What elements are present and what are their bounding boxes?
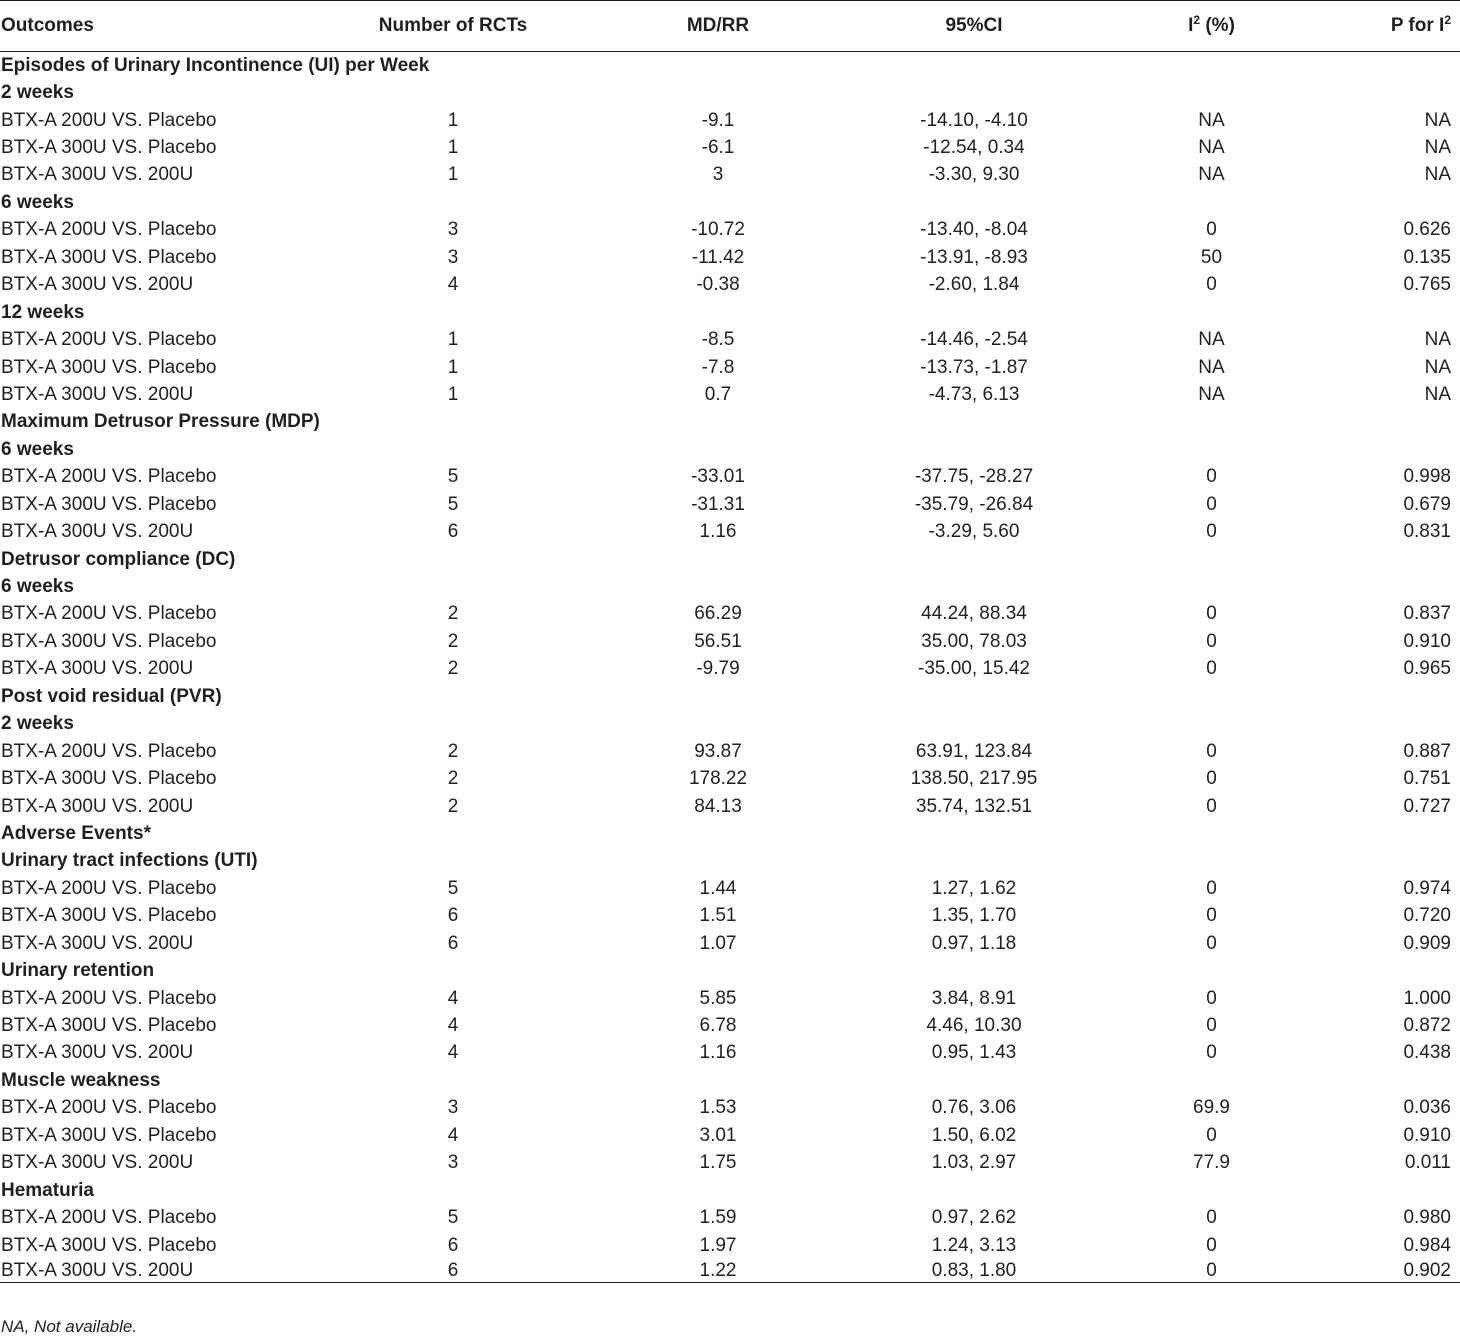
cell-95-ci: -37.75, -28.27 (914, 466, 1034, 488)
table-row (0, 902, 1460, 929)
cell-number-of-rcts: 1 (447, 356, 459, 378)
cell-number-of-rcts: 4 (447, 274, 459, 296)
cell-i2: 77.9 (1193, 1152, 1230, 1174)
cell-comparison: BTX-A 300U VS. Placebo (1, 137, 217, 159)
cell-p-for-i2: 0.837 (1403, 603, 1451, 625)
cell-comparison: BTX-A 300U VS. 200U (1, 1152, 194, 1174)
table-row (0, 353, 1460, 380)
cell-95-ci: 4.46, 10.30 (926, 1015, 1022, 1037)
cell-number-of-rcts: 3 (447, 1097, 459, 1119)
timepoint-subsection-row (0, 436, 1460, 463)
cell-comparison: BTX-A 300U VS. Placebo (1, 905, 217, 927)
cell-i2: 0 (1206, 658, 1217, 680)
cell-md-rr: 66.29 (694, 603, 742, 625)
cell-md-rr: -7.8 (701, 356, 735, 378)
cell-i2: 0 (1206, 1207, 1217, 1229)
cell-comparison: BTX-A 300U VS. 200U (1, 658, 194, 680)
cell-i2: 0 (1206, 1042, 1217, 1064)
cell-95-ci: 1.03, 2.97 (931, 1152, 1017, 1174)
cell-number-of-rcts: 2 (447, 658, 459, 680)
cell-md-rr: -11.42 (691, 246, 745, 268)
cell-i2: NA (1198, 164, 1225, 186)
cell-95-ci: -35.00, 15.42 (918, 658, 1030, 680)
cell-number-of-rcts: 6 (447, 905, 459, 927)
cell-p-for-i2: 0.438 (1403, 1042, 1451, 1064)
subsection-label: Hematuria (1, 1179, 94, 1201)
cell-md-rr: -9.1 (701, 109, 735, 131)
cell-comparison: BTX-A 300U VS. Placebo (1, 493, 217, 515)
cell-comparison: BTX-A 300U VS. Placebo (1, 1124, 217, 1146)
cell-comparison: BTX-A 200U VS. Placebo (1, 466, 217, 488)
cell-md-rr: 56.51 (694, 630, 742, 652)
cell-i2: NA (1198, 137, 1225, 159)
cell-md-rr: 0.7 (704, 383, 732, 405)
cell-comparison: BTX-A 300U VS. 200U (1, 1042, 194, 1064)
table-row (0, 518, 1460, 545)
cell-95-ci: 35.00, 78.03 (921, 630, 1027, 652)
cell-comparison: BTX-A 200U VS. Placebo (1, 603, 217, 625)
table-body (0, 52, 1460, 1283)
table-footnote: NA, Not available. (1, 1317, 138, 1336)
cell-p-for-i2: 0.887 (1403, 740, 1451, 762)
table-row (0, 765, 1460, 792)
cell-95-ci: 0.97, 1.18 (931, 932, 1017, 954)
cell-md-rr: 1.22 (571, 1259, 865, 1283)
cell-i2: 0 (1206, 905, 1217, 927)
cell-md-rr: 1.44 (699, 877, 737, 899)
cell-i2: NA (1198, 109, 1225, 131)
cell-md-rr: 1.51 (699, 905, 737, 927)
header-i2-unit: (%) (1200, 15, 1235, 36)
timepoint-subsection-row (0, 710, 1460, 737)
header-p-for-i2 (1340, 1, 1460, 52)
cell-number-of-rcts: 6 (447, 1234, 459, 1256)
cell-number-of-rcts: 6 (447, 521, 459, 543)
cell-number-of-rcts: 3 (447, 219, 459, 241)
table-row (0, 244, 1460, 271)
cell-number-of-rcts: 2 (447, 630, 459, 652)
cell-p-for-i2: NA (1424, 329, 1451, 351)
cell-i2: 0 (1206, 521, 1217, 543)
cell-95-ci: 0.97, 2.62 (931, 1207, 1017, 1229)
cell-p-for-i2: 0.909 (1403, 932, 1451, 954)
cell-i2: 0 (1206, 877, 1217, 899)
table-row (0, 216, 1460, 243)
cell-p-for-i2: 0.765 (1403, 274, 1451, 296)
cell-95-ci: -4.73, 6.13 (928, 383, 1020, 405)
table-row (0, 1094, 1460, 1121)
cell-p-for-i2: NA (1424, 109, 1451, 131)
cell-number-of-rcts: 5 (447, 1207, 459, 1229)
table-header (0, 1, 1460, 52)
cell-p-for-i2: 0.872 (1403, 1015, 1451, 1037)
section-label: Episodes of Urinary Incontinence (UI) per Week (1, 54, 430, 76)
cell-95-ci: 138.50, 217.95 (910, 768, 1038, 790)
cell-md-rr: 1.53 (699, 1097, 737, 1119)
table-row (0, 1259, 1460, 1283)
cell-p-for-i2: NA (1424, 356, 1451, 378)
cell-95-ci: -14.46, -2.54 (920, 329, 1028, 351)
cell-p-for-i2: 0.974 (1403, 877, 1451, 899)
table-row (0, 463, 1460, 490)
cell-i2: 0 (1206, 1234, 1217, 1256)
cell-95-ci: -14.10, -4.10 (920, 109, 1028, 131)
cell-i2: NA (1198, 356, 1225, 378)
subsection-label: Muscle weakness (1, 1069, 161, 1091)
cell-number-of-rcts: 1 (447, 109, 459, 131)
cell-comparison: BTX-A 300U VS. 200U (1, 164, 194, 186)
cell-md-rr: -31.31 (691, 493, 745, 515)
table-row (0, 106, 1460, 133)
header-p-base: P for I (1390, 15, 1445, 36)
cell-p-for-i2: NA (1424, 164, 1451, 186)
table-row (0, 792, 1460, 819)
outcome-section-row (0, 545, 1460, 572)
table-row (0, 1122, 1460, 1149)
cell-number-of-rcts: 1 (447, 137, 459, 159)
header-i2-percent (1083, 1, 1340, 52)
timepoint-subsection-row (0, 573, 1460, 600)
cell-comparison: BTX-A 200U VS. Placebo (1, 1097, 217, 1119)
cell-md-rr: 3 (712, 164, 724, 186)
table-row (0, 1204, 1460, 1231)
cell-95-ci: -13.91, -8.93 (920, 246, 1028, 268)
cell-number-of-rcts: 5 (447, 493, 459, 515)
table-row (0, 875, 1460, 902)
header-row (0, 1, 1460, 52)
section-label: Maximum Detrusor Pressure (MDP) (1, 411, 320, 433)
cell-p-for-i2: 0.727 (1403, 795, 1451, 817)
subsection-label: 2 weeks (1, 713, 74, 735)
subsection-label: 12 weeks (1, 301, 85, 323)
cell-comparison: BTX-A 300U VS. Placebo (1, 768, 217, 790)
cell-comparison: BTX-A 300U VS. 200U (0, 1259, 335, 1283)
table-row (0, 161, 1460, 188)
header-number-of-rcts: Number of RCTs (335, 1, 571, 52)
cell-i2: 0 (1206, 740, 1217, 762)
cell-95-ci: 35.74, 132.51 (915, 795, 1033, 817)
cell-i2: 50 (1200, 246, 1223, 268)
cell-md-rr: 6.78 (699, 1015, 737, 1037)
subsection-label: Urinary retention (1, 960, 155, 982)
cell-95-ci: 63.91, 123.84 (915, 740, 1033, 762)
cell-p-for-i2: 0.751 (1403, 768, 1451, 790)
cell-md-rr: 5.85 (699, 987, 737, 1009)
table-row (0, 1231, 1460, 1258)
cell-i2: 0 (1206, 274, 1217, 296)
cell-comparison: BTX-A 300U VS. 200U (1, 932, 194, 954)
timepoint-subsection-row (0, 79, 1460, 106)
header-md-rr: MD/RR (571, 1, 865, 52)
cell-comparison: BTX-A 300U VS. Placebo (1, 246, 217, 268)
cell-i2: 0 (1083, 1259, 1340, 1283)
cell-95-ci: 0.83, 1.80 (865, 1259, 1083, 1283)
table-row (0, 984, 1460, 1011)
cell-number-of-rcts: 1 (447, 164, 459, 186)
cell-i2: 0 (1206, 1124, 1217, 1146)
header-outcomes: Outcomes (0, 1, 335, 52)
cell-i2: 0 (1206, 603, 1217, 625)
table-row (0, 930, 1460, 957)
cell-p-for-i2: 0.984 (1403, 1234, 1451, 1256)
cell-comparison: BTX-A 300U VS. 200U (1, 274, 194, 296)
cell-95-ci: 1.24, 3.13 (931, 1234, 1017, 1256)
cell-p-for-i2: 0.036 (1403, 1097, 1451, 1119)
cell-i2: 0 (1206, 630, 1217, 652)
cell-p-for-i2: NA (1424, 137, 1451, 159)
cell-95-ci: -3.29, 5.60 (928, 521, 1020, 543)
cell-i2: 0 (1206, 987, 1217, 1009)
section-label: Post void residual (PVR) (1, 685, 222, 707)
cell-number-of-rcts: 4 (447, 1042, 459, 1064)
cell-md-rr: -0.38 (696, 274, 740, 296)
cell-p-for-i2: 0.011 (1404, 1152, 1451, 1174)
cell-i2: 0 (1206, 493, 1217, 515)
subsection-label: 6 weeks (1, 191, 74, 213)
cell-95-ci: 0.76, 3.06 (931, 1097, 1017, 1119)
cell-95-ci: 44.24, 88.34 (921, 603, 1027, 625)
cell-p-for-i2: 1.000 (1403, 987, 1451, 1009)
cell-p-for-i2: 0.902 (1340, 1259, 1460, 1283)
cell-md-rr: -33.01 (691, 466, 745, 488)
table-row (0, 381, 1460, 408)
cell-p-for-i2: NA (1424, 383, 1451, 405)
cell-md-rr: -6.1 (701, 137, 735, 159)
timepoint-subsection-row (0, 189, 1460, 216)
cell-p-for-i2: 0.910 (1403, 630, 1451, 652)
outcome-section-row (0, 52, 1460, 79)
cell-95-ci: -13.73, -1.87 (920, 356, 1028, 378)
cell-p-for-i2: 0.965 (1403, 658, 1451, 680)
cell-95-ci: -12.54, 0.34 (923, 137, 1025, 159)
cell-i2: 0 (1206, 932, 1217, 954)
cell-95-ci: -3.30, 9.30 (928, 164, 1020, 186)
cell-md-rr: 1.97 (699, 1234, 737, 1256)
cell-comparison: BTX-A 300U VS. Placebo (1, 1015, 217, 1037)
cell-md-rr: -8.5 (701, 329, 735, 351)
cell-number-of-rcts: 2 (447, 603, 459, 625)
cell-md-rr: 1.59 (699, 1207, 737, 1229)
cell-i2: 0 (1206, 768, 1217, 790)
cell-comparison: BTX-A 300U VS. 200U (1, 383, 194, 405)
header-p-superscript: 2 (1444, 13, 1451, 27)
table-row (0, 326, 1460, 353)
outcome-section-row (0, 683, 1460, 710)
cell-md-rr: 1.07 (699, 932, 737, 954)
cell-number-of-rcts: 5 (447, 877, 459, 899)
header-95-ci: 95%CI (865, 1, 1083, 52)
cell-number-of-rcts: 3 (447, 1152, 459, 1174)
subsection-label: 6 weeks (1, 438, 74, 460)
cell-comparison: BTX-A 200U VS. Placebo (1, 329, 217, 351)
section-label: Adverse Events* (1, 822, 151, 844)
cell-comparison: BTX-A 200U VS. Placebo (1, 1207, 217, 1229)
cell-md-rr: 178.22 (688, 768, 748, 790)
cell-p-for-i2: 0.135 (1403, 246, 1451, 268)
table-row (0, 655, 1460, 682)
cell-comparison: BTX-A 300U VS. 200U (1, 795, 194, 817)
outcome-section-row (0, 820, 1460, 847)
cell-i2: 0 (1206, 219, 1217, 241)
cell-i2: 0 (1206, 1015, 1217, 1037)
cell-md-rr: -9.79 (696, 658, 740, 680)
cell-95-ci: 1.35, 1.70 (931, 905, 1017, 927)
cell-95-ci: 0.95, 1.43 (931, 1042, 1017, 1064)
cell-comparison: BTX-A 200U VS. Placebo (1, 877, 217, 899)
cell-number-of-rcts: 6 (335, 1259, 571, 1283)
cell-number-of-rcts: 2 (447, 768, 459, 790)
timepoint-subsection-row (0, 1176, 1460, 1203)
cell-95-ci: 1.27, 1.62 (931, 877, 1017, 899)
cell-i2: 0 (1206, 795, 1217, 817)
cell-number-of-rcts: 5 (447, 466, 459, 488)
cell-md-rr: -10.72 (691, 219, 745, 241)
timepoint-subsection-row (0, 847, 1460, 874)
outcome-section-row (0, 408, 1460, 435)
cell-p-for-i2: 0.910 (1403, 1124, 1451, 1146)
cell-number-of-rcts: 2 (447, 740, 459, 762)
cell-comparison: BTX-A 300U VS. 200U (1, 521, 194, 543)
cell-comparison: BTX-A 200U VS. Placebo (1, 219, 217, 241)
timepoint-subsection-row (0, 298, 1460, 325)
cell-md-rr: 1.16 (699, 521, 737, 543)
table-row (0, 1012, 1460, 1039)
cell-md-rr: 1.75 (699, 1152, 737, 1174)
cell-95-ci: 1.50, 6.02 (931, 1124, 1017, 1146)
header-i2-base: I (1188, 15, 1194, 36)
cell-number-of-rcts: 1 (447, 383, 459, 405)
cell-95-ci: -13.40, -8.04 (920, 219, 1028, 241)
cell-comparison: BTX-A 300U VS. Placebo (1, 630, 217, 652)
table-row (0, 600, 1460, 627)
table-row (0, 491, 1460, 518)
cell-number-of-rcts: 2 (447, 795, 459, 817)
table-row (0, 134, 1460, 161)
table-row (0, 1149, 1460, 1176)
cell-95-ci: 3.84, 8.91 (931, 987, 1017, 1009)
cell-95-ci: -35.79, -26.84 (914, 493, 1034, 515)
cell-p-for-i2: 0.980 (1403, 1207, 1451, 1229)
cell-comparison: BTX-A 200U VS. Placebo (1, 109, 217, 131)
cell-i2: 69.9 (1193, 1097, 1230, 1119)
cell-number-of-rcts: 4 (447, 1015, 459, 1037)
cell-i2: NA (1198, 329, 1225, 351)
cell-p-for-i2: 0.831 (1403, 521, 1451, 543)
cell-comparison: BTX-A 200U VS. Placebo (1, 987, 217, 1009)
subsection-label: 2 weeks (1, 82, 74, 104)
cell-comparison: BTX-A 200U VS. Placebo (1, 740, 217, 762)
section-label: Detrusor compliance (DC) (1, 548, 236, 570)
subsection-label: Urinary tract infections (UTI) (1, 850, 258, 872)
cell-comparison: BTX-A 300U VS. Placebo (1, 356, 217, 378)
cell-i2: NA (1198, 383, 1225, 405)
cell-number-of-rcts: 3 (447, 246, 459, 268)
cell-i2: 0 (1206, 466, 1217, 488)
table-row (0, 737, 1460, 764)
timepoint-subsection-row (0, 1067, 1460, 1094)
table-row (0, 628, 1460, 655)
cell-md-rr: 84.13 (694, 795, 742, 817)
cell-95-ci: -2.60, 1.84 (928, 274, 1020, 296)
cell-comparison: BTX-A 300U VS. Placebo (1, 1234, 217, 1256)
cell-p-for-i2: 0.626 (1403, 219, 1451, 241)
cell-p-for-i2: 0.720 (1403, 905, 1451, 927)
cell-md-rr: 93.87 (694, 740, 742, 762)
cell-p-for-i2: 0.998 (1403, 466, 1451, 488)
cell-number-of-rcts: 1 (447, 329, 459, 351)
timepoint-subsection-row (0, 957, 1460, 984)
table-row (0, 271, 1460, 298)
cell-number-of-rcts: 4 (447, 1124, 459, 1146)
cell-number-of-rcts: 6 (447, 932, 459, 954)
table-row (0, 1039, 1460, 1066)
cell-p-for-i2: 0.679 (1403, 493, 1451, 515)
cell-number-of-rcts: 4 (447, 987, 459, 1009)
cell-md-rr: 3.01 (699, 1124, 737, 1146)
header-i2-superscript: 2 (1193, 13, 1201, 27)
subsection-label: 6 weeks (1, 576, 74, 598)
cell-md-rr: 1.16 (699, 1042, 737, 1064)
